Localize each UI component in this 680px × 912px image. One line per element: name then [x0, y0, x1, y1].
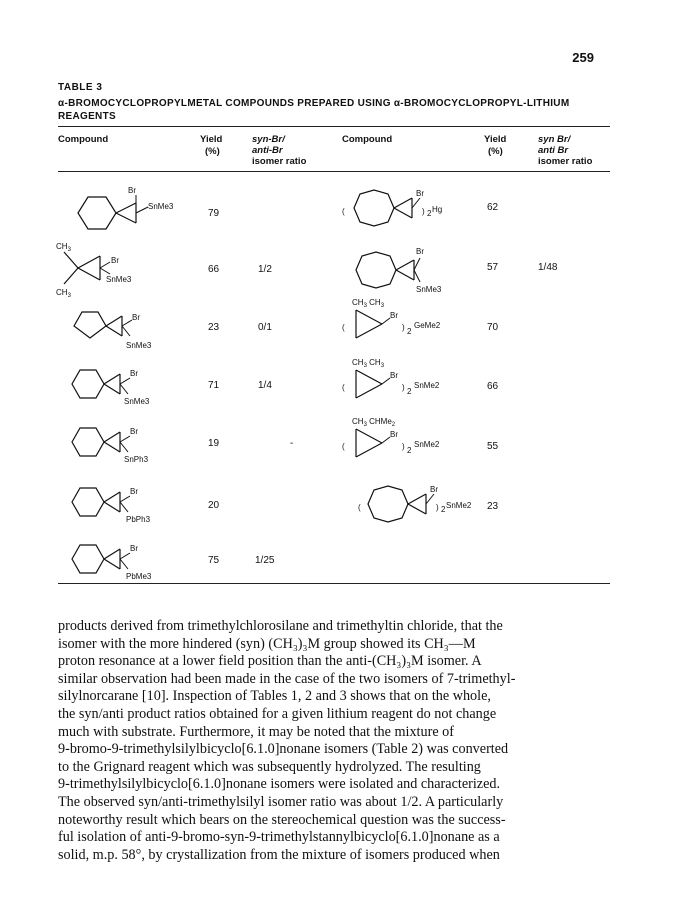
svg-text:Br: Br [390, 311, 398, 320]
left-ratio-2: 1/2 [258, 264, 272, 275]
svg-text:): ) [402, 323, 405, 332]
left-ratio-7: 1/25 [255, 555, 275, 566]
header-yield-right: Yield [484, 134, 507, 145]
body-line: proton resonance at a lower field position than the anti-(CH₃)₃M isomer. A [58, 653, 482, 670]
right-yield-5: 55 [487, 441, 499, 452]
structure-bis-bicyclononyl-hg [342, 182, 472, 242]
body-line: 9-trimethylsilylbicyclo[6.1.0]nonane isomers were isolated and characterized. [58, 776, 501, 793]
right-yield-1: 62 [487, 202, 499, 213]
body-paragraph [58, 618, 618, 864]
svg-text:2: 2 [427, 209, 432, 218]
structure-norcarane-snph3 [64, 418, 174, 473]
svg-text:CH3 CH3: $CH_3$ $CH_3$ [352, 298, 385, 309]
structure-norcarane-pbph3 [64, 478, 174, 533]
svg-text:(: ( [358, 503, 361, 512]
structure-bis-bicyclononyl-snme2 [342, 478, 482, 538]
header-ratio-right-1: syn Br/ [538, 134, 571, 145]
svg-text:(: ( [342, 323, 345, 332]
left-sub-6: PbPh3 [126, 515, 151, 524]
body-line: The observed syn/anti-trimethylsilyl isomer ratio was about 1/2. A particularly [58, 793, 504, 810]
structure-bicyclononyl-snme3 [350, 244, 460, 304]
right-sub-6: SnMe2 [446, 501, 472, 510]
svg-text:Br: Br [128, 186, 136, 195]
page-number: 259 [572, 50, 594, 65]
left-sub-7: PbMe3 [126, 572, 152, 581]
header-yield-left: Yield [200, 134, 223, 145]
svg-text:(: ( [342, 442, 345, 451]
svg-text:Br: Br [130, 427, 138, 436]
table-label: TABLE 3 [58, 82, 103, 93]
header-yield-unit-left: (%) [205, 146, 220, 157]
body-line: noteworthy result which bears on the stereochemical question was the success- [58, 811, 506, 828]
left-yield-1: 79 [208, 208, 220, 219]
svg-text:2: 2 [407, 446, 412, 455]
svg-text:CH3: $CH_3$ [56, 242, 71, 253]
svg-text:(: ( [342, 383, 345, 392]
left-ratio-4: 1/4 [258, 380, 272, 391]
svg-text:CH3 CHMe2: $CH_3$ CHMe$_2$ [352, 417, 396, 428]
structure-norcarane-snme3 [64, 360, 174, 415]
svg-text:(: ( [342, 207, 345, 216]
header-compound-right: Compound [342, 134, 393, 145]
body-line: similar observation had been made in the case of the two isomers of 7-trimethyl- [58, 670, 516, 687]
svg-text:Br: Br [130, 369, 138, 378]
structure-norcarane-pbme3 [64, 535, 174, 590]
svg-text:Br: Br [111, 256, 119, 265]
header-yield-unit-right: (%) [488, 146, 503, 157]
table-header-rule [58, 171, 610, 172]
left-yield-5: 19 [208, 438, 220, 449]
right-yield-3: 70 [487, 322, 499, 333]
svg-text:): ) [402, 442, 405, 451]
svg-text:): ) [422, 207, 425, 216]
structure-bicyclononane-snme3 [68, 185, 178, 245]
body-line: silylnorcarane [10]. Inspection of Tables 1, 2 and 3 shows that on the whole, [58, 688, 491, 705]
header-ratio-right-3: isomer ratio [538, 156, 593, 167]
structure-bis-trimethylcyclopropyl-snme2 [342, 415, 482, 470]
right-ratio-2: 1/48 [538, 262, 558, 273]
table-top-rule [58, 126, 610, 127]
structure-bis-dimethylcyclopropyl-snme2 [342, 356, 482, 411]
body-line: much with substrate. Furthermore, it may be noted that the mixture of [58, 723, 454, 740]
header-ratio-left-3: isomer ratio [252, 156, 307, 167]
header-ratio-right-2: anti Br [538, 145, 569, 156]
left-yield-6: 20 [208, 500, 220, 511]
body-line: the syn/anti product ratios obtained for a given lithium reagent do not change [58, 705, 497, 722]
right-sub-2: SnMe3 [416, 285, 442, 294]
right-sub-1: Hg [432, 205, 443, 214]
svg-text:Br: Br [130, 544, 138, 553]
svg-text:Br: Br [416, 247, 424, 256]
svg-text:Br: Br [130, 487, 138, 496]
table-bottom-rule [58, 583, 610, 584]
body-line: products derived from trimethylchlorosilane and trimethyltin chloride, that the [58, 618, 503, 634]
body-line: isomer with the more hindered (syn) (CH₃)₃M group showed its CH₃—M [58, 635, 476, 652]
right-yield-6: 23 [487, 501, 499, 512]
right-sub-5: SnMe2 [414, 440, 440, 449]
header-ratio-left-2: anti-Br [252, 145, 283, 156]
svg-text:): ) [402, 383, 405, 392]
svg-text:CH3 CH3: $CH_3$ $CH_3$ [352, 358, 385, 369]
left-ratio-5: - [290, 438, 294, 449]
table-caption: α-BROMOCYCLOPROPYLMETAL COMPOUNDS PREPARED USING α-BROMOCYCLOPROPYL-LITHIUM REAGENTS [58, 98, 570, 122]
header-compound-left: Compound [58, 134, 109, 145]
structure-dimethylcyclopropane-snme3 [56, 240, 166, 305]
left-sub-1: SnMe3 [148, 202, 174, 211]
left-sub-5: SnPh3 [124, 455, 149, 464]
svg-text:Br: Br [430, 485, 438, 494]
body-line: solid, m.p. 58°, by crystallization from the mixture of isomers produced when [58, 846, 500, 863]
left-yield-3: 23 [208, 322, 220, 333]
svg-text:2: 2 [407, 327, 412, 336]
right-yield-2: 57 [487, 262, 499, 273]
svg-text:Br: Br [390, 430, 398, 439]
left-sub-4: SnMe3 [124, 397, 150, 406]
header-ratio-left-1: syn-Br/ [252, 134, 285, 145]
left-yield-7: 75 [208, 555, 220, 566]
svg-text:): ) [436, 503, 439, 512]
right-yield-4: 66 [487, 381, 499, 392]
left-sub-2: SnMe3 [106, 275, 132, 284]
svg-text:2: 2 [441, 505, 446, 514]
body-line: to the Grignard reagent which was subsequently hydrolyzed. The resulting [58, 758, 481, 775]
body-line: 9-bromo-9-trimethylsilylbicyclo[6.1.0]nonane isomers (Table 2) was converted [58, 741, 509, 758]
structure-bicyclohexane-snme3 [64, 302, 174, 357]
left-sub-3: SnMe3 [126, 341, 152, 350]
svg-text:2: 2 [407, 387, 412, 396]
svg-text:Br: Br [390, 371, 398, 380]
right-sub-3: GeMe2 [414, 321, 441, 330]
body-line: ful isolation of anti-9-bromo-syn-9-trimethylstannylbicyclo[6.1.0]nonane as a [58, 829, 500, 846]
right-sub-4: SnMe2 [414, 381, 440, 390]
left-yield-2: 66 [208, 264, 220, 275]
left-yield-4: 71 [208, 380, 220, 391]
svg-text:CH3: $CH_3$ [56, 288, 71, 299]
svg-text:Br: Br [132, 313, 140, 322]
left-ratio-3: 0/1 [258, 322, 272, 333]
svg-text:Br: Br [416, 189, 424, 198]
structure-bis-dimethylcyclopropyl-geme2 [342, 296, 482, 351]
